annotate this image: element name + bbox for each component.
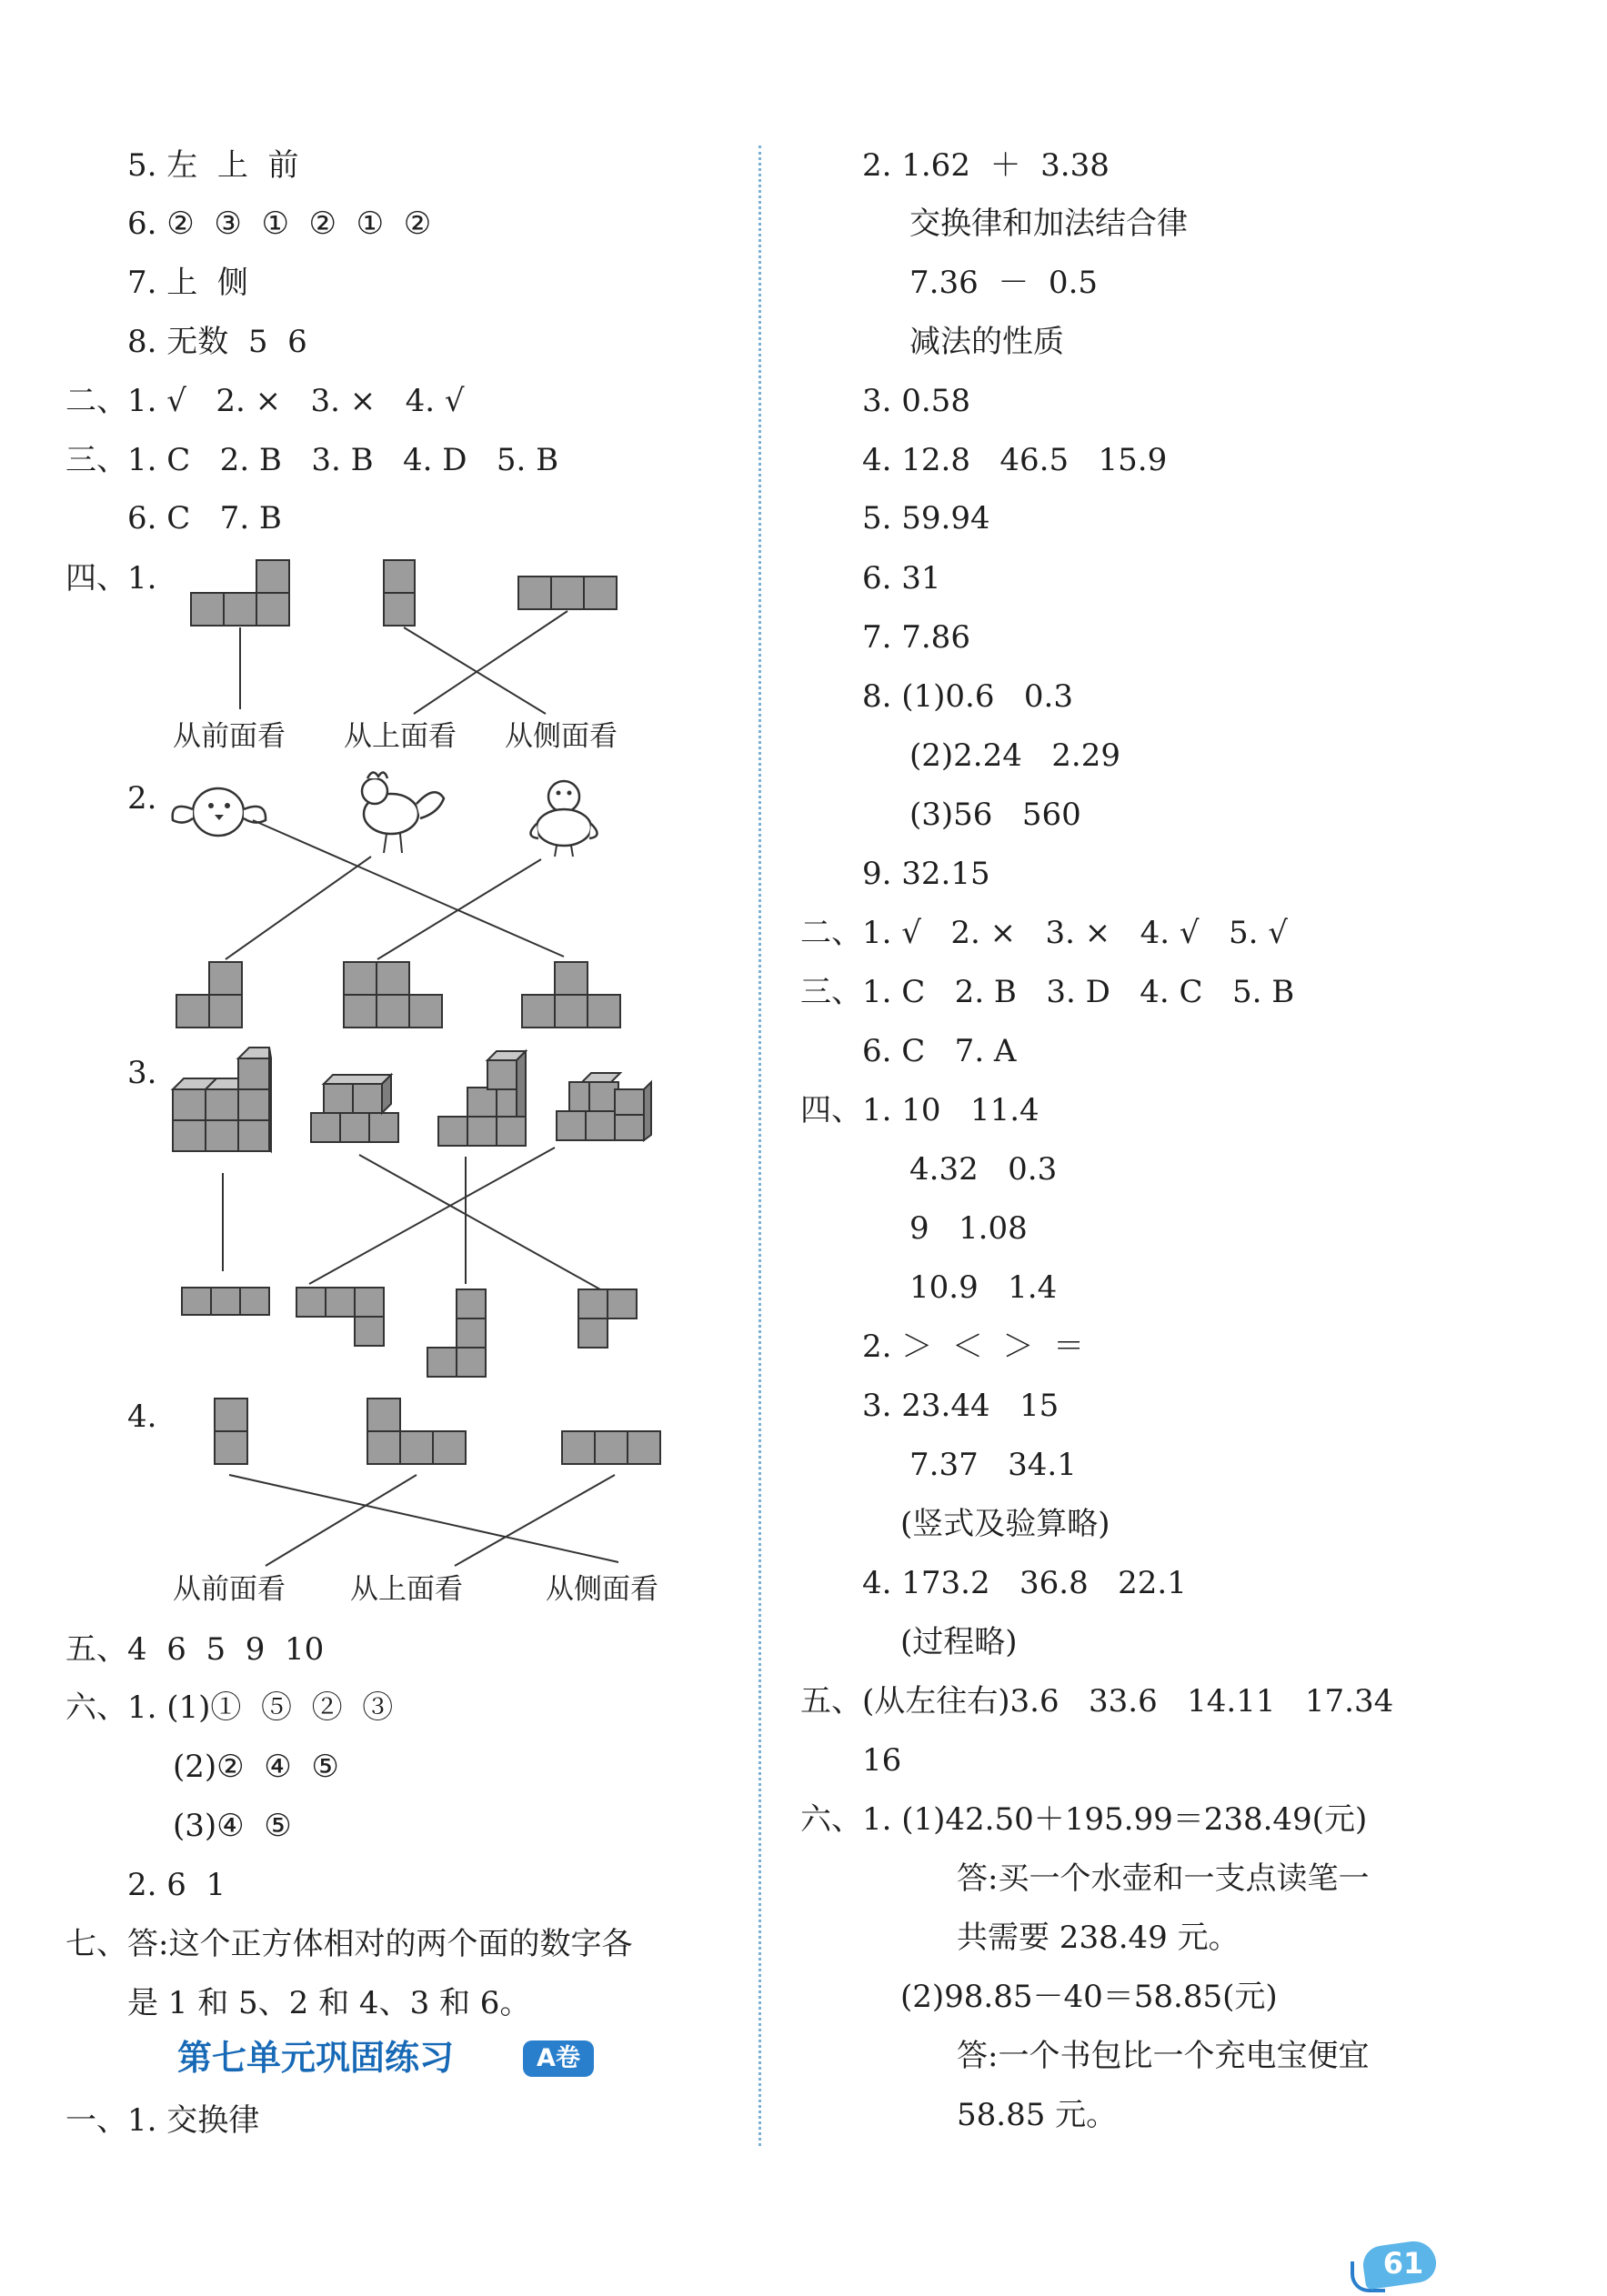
- answer-line: 9. 32.15: [862, 856, 990, 892]
- answer-line: 交换律和加法结合律: [909, 206, 1188, 242]
- answer-line: 8. (1)0.6 0.3: [862, 678, 1073, 715]
- answer-line: 五、4 6 5 9 10: [65, 1631, 325, 1668]
- q3-solid-1: [173, 1048, 271, 1151]
- answer-line: 9 1.08: [909, 1210, 1028, 1247]
- q3-view-4: [578, 1289, 637, 1348]
- q3-view-2: [296, 1288, 384, 1346]
- answer-line: 10.9 1.4: [909, 1269, 1058, 1306]
- answer-line: 三、1. C 2. B 3. D 4. C 5. B: [800, 974, 1295, 1010]
- answer-line: 6. C 7. B: [127, 500, 282, 536]
- q3-solid-4: [557, 1073, 651, 1140]
- answer-line: 一、1. 交换律: [65, 2102, 260, 2139]
- answer-line: 是 1 和 5、2 和 4、3 和 6。: [127, 1985, 531, 2021]
- answer-line: (过程略): [900, 1624, 1018, 1660]
- section-title: 第七单元巩固练习: [177, 2038, 455, 2078]
- q4-shape-right: [562, 1431, 660, 1464]
- view-caption-top: 从上面看: [344, 720, 457, 753]
- answer-line: 3. 0.58: [862, 383, 970, 419]
- q3-view-3: [427, 1289, 486, 1377]
- answer-line: 8. 无数 5 6: [127, 324, 307, 360]
- answer-line: 7.36 － 0.5: [909, 265, 1099, 301]
- answer-line: 共需要 238.49 元。: [957, 1920, 1240, 1956]
- answer-line: 六、1. (1)42.50＋195.99＝238.49(元): [800, 1801, 1368, 1838]
- question-label: 四、1.: [65, 560, 157, 597]
- q1-side-view: [518, 577, 617, 609]
- answer-line: 4.32 0.3: [909, 1151, 1058, 1188]
- page-number: 61: [1382, 2246, 1424, 2281]
- q2-shape-left: [176, 962, 242, 1028]
- q2-shape-right: [522, 962, 620, 1028]
- view-caption-side: 从侧面看: [505, 720, 618, 753]
- answer-line: (2)2.24 2.29: [909, 737, 1120, 774]
- answer-line: 6. ② ③ ① ② ① ②: [127, 206, 432, 242]
- answer-line: (3)④ ⑤: [173, 1808, 292, 1844]
- answer-line: 答:买一个水壶和一支点读笔一: [957, 1860, 1370, 1897]
- q2-shape-middle: [344, 962, 442, 1028]
- answer-line: 5. 左 上 前: [127, 147, 299, 184]
- answer-line: 答:一个书包比一个充电宝便宜: [957, 2038, 1370, 2074]
- question-label: 3.: [127, 1055, 157, 1091]
- answer-line: 七、答:这个正方体相对的两个面的数字各: [65, 1926, 633, 1962]
- answer-line: 58.85 元。: [957, 2097, 1118, 2133]
- answer-line: 4. 12.8 46.5 15.9: [862, 442, 1168, 478]
- answer-line: 2. ＞ ＜ ＞ ＝: [862, 1328, 1085, 1365]
- q3-solid-3: [438, 1051, 526, 1146]
- chick-icon: [173, 788, 266, 836]
- q3-view-1: [182, 1288, 269, 1315]
- view-caption-front: 从前面看: [173, 1573, 286, 1606]
- answer-line: 2. 1.62 ＋ 3.38: [862, 147, 1110, 184]
- answer-line: 四、1. 10 11.4: [800, 1092, 1040, 1128]
- answer-line: 7.37 34.1: [909, 1447, 1077, 1483]
- question-label: 4.: [127, 1399, 157, 1435]
- answer-line: (2)② ④ ⑤: [173, 1749, 339, 1785]
- q4-shape-middle: [367, 1399, 466, 1464]
- answer-line: 减法的性质: [909, 324, 1064, 360]
- section-badge: A卷: [523, 2040, 594, 2077]
- answer-line: 6. 31: [862, 560, 941, 597]
- answer-line: 三、1. C 2. B 3. B 4. D 5. B: [65, 442, 559, 478]
- answer-line: 3. 23.44 15: [862, 1388, 1060, 1424]
- q4-shape-left: [215, 1399, 247, 1464]
- q3-solid-2: [311, 1075, 398, 1142]
- answer-line: (竖式及验算略): [900, 1506, 1110, 1542]
- page-number-badge-icon: [1351, 2241, 1451, 2296]
- answer-line: 2. 6 1: [127, 1867, 226, 1903]
- question-label: 2.: [127, 780, 157, 817]
- answer-line: 4. 173.2 36.8 22.1: [862, 1565, 1187, 1601]
- answer-line: 6. C 7. A: [862, 1033, 1017, 1069]
- answer-line: 16: [862, 1742, 902, 1779]
- view-caption-side: 从侧面看: [546, 1573, 658, 1606]
- answer-line: 二、1. √ 2. × 3. × 4. √ 5. √: [800, 915, 1288, 951]
- duckling-icon: [530, 781, 597, 857]
- view-caption-top: 从上面看: [350, 1573, 463, 1606]
- q1-front-view: [191, 560, 289, 626]
- view-caption-front: 从前面看: [173, 720, 286, 753]
- answer-line: (2)98.85－40＝58.85(元): [900, 1979, 1278, 2015]
- answer-line: 六、1. (1)① ⑤ ② ③: [65, 1689, 394, 1726]
- answer-line: 7. 7.86: [862, 619, 970, 656]
- answer-line: 五、(从左往右)3.6 33.6 14.11 17.34: [800, 1683, 1394, 1719]
- answer-line: 二、1. √ 2. × 3. × 4. √: [65, 383, 465, 419]
- column-divider: [758, 145, 761, 2146]
- answer-line: (3)56 560: [909, 797, 1081, 833]
- answer-line: 5. 59.94: [862, 500, 990, 536]
- q1-top-view: [384, 560, 415, 626]
- answer-line: 7. 上 侧: [127, 265, 248, 301]
- rooster-icon: [362, 772, 444, 853]
